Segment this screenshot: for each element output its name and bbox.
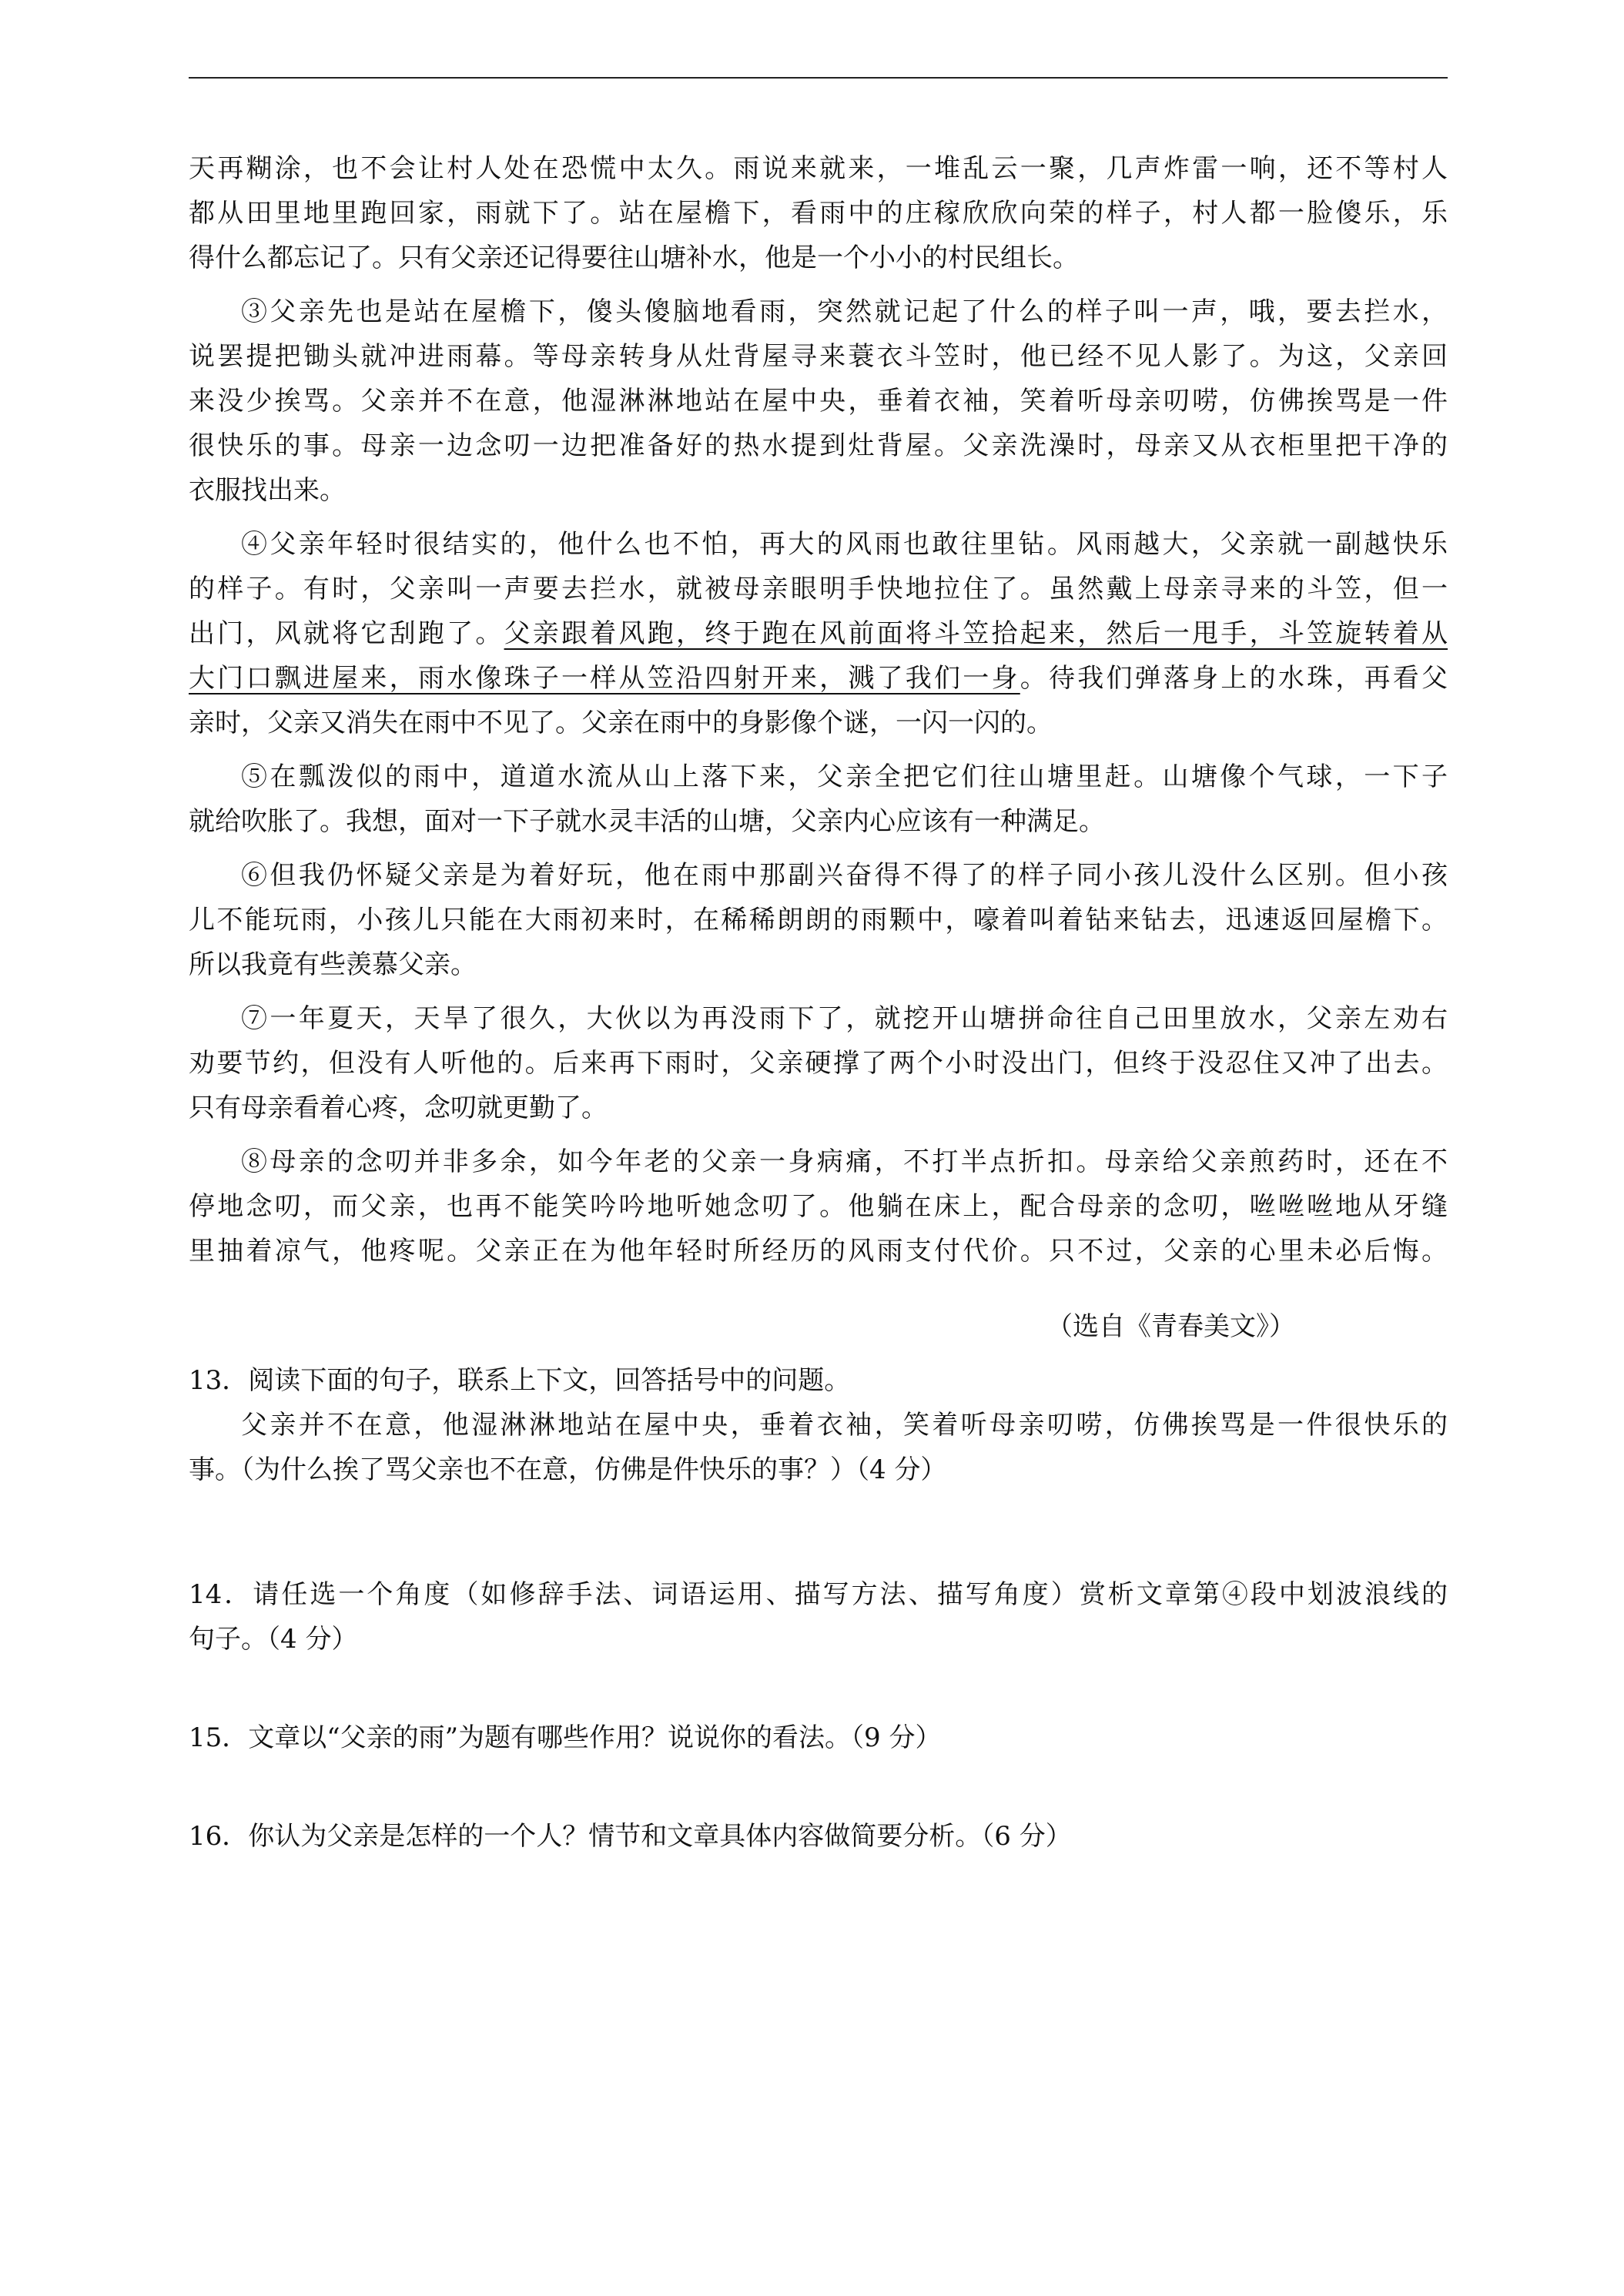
text-line: 很快乐的事。母亲一边念叨一边把准备好的热水提到灶背屋。父亲洗澡时，母亲又从衣柜里把干净的 (189, 430, 1448, 461)
plain-text: 。待我们弹落身上的水珠，再看父 (1020, 663, 1448, 694)
question-14 (189, 1572, 1448, 1662)
question-15 (189, 1715, 1448, 1760)
text-line: 衣服找出来。 (189, 475, 346, 506)
question-stem: 15．文章以“父亲的雨”为题有哪些作用？说说你的看法。（9 分） (189, 1722, 942, 1753)
text-line: ⑥但我仍怀疑父亲是为着好玩，他在雨中那副兴奋得不得了的样子同小孩儿没什么区别。但小孩 (241, 860, 1448, 891)
text-line: 来没少挨骂。父亲并不在意，他湿淋淋地站在屋中央，垂着衣袖，笑着听母亲叨唠，仿佛挨骂是一件 (189, 386, 1448, 417)
paragraph-7 (189, 996, 1448, 1130)
text-line: ⑦一年夏天，天旱了很久，大伙以为再没雨下了，就挖开山塘拼命往自己田里放水，父亲左劝右 (241, 1003, 1448, 1034)
plain-text: 出门，风就将它刮跑了。 (189, 618, 504, 649)
text-line: 儿不能玩雨，小孩儿只能在大雨初来时，在稀稀朗朗的雨颗中，嚎着叫着钻来钻去，迅速返回屋檐下。 (189, 905, 1448, 935)
question-stem: 16．你认为父亲是怎样的一个人？情节和文章具体内容做简要分析。（6 分） (189, 1821, 1072, 1852)
text-line: 亲时，父亲又消失在雨中不见了。父亲在雨中的身影像个谜，一闪一闪的。 (189, 708, 1053, 738)
text-line: 就给吹胀了。我想，面对一下子就水灵丰活的山塘，父亲内心应该有一种满足。 (189, 806, 1105, 837)
question-quote: 事。（为什么挨了骂父亲也不在意，仿佛是件快乐的事？）（4 分） (189, 1454, 947, 1485)
header-rule (189, 77, 1448, 79)
text-line: 劝要节约，但没有人听他的。后来再下雨时，父亲硬撑了两个小时没出门，但终于没忍住又冲了出去。 (189, 1048, 1448, 1079)
text-line: ③父亲先也是站在屋檐下，傻头傻脑地看雨，突然就记起了什么的样子叫一声，哦，要去拦水， (241, 296, 1448, 327)
text-line: 说罢提把锄头就冲进雨幕。等母亲转身从灶背屋寻来蓑衣斗笠时，他已经不见人影了。为这，父亲回 (189, 341, 1448, 372)
text-line: 得什么都忘记了。只有父亲还记得要往山塘补水，他是一个小小的村民组长。 (189, 243, 1079, 273)
text-line: 里抽着凉气，他疼呢。父亲正在为他年轻时所经历的风雨支付代价。只不过，父亲的心里未必后悔。 (189, 1236, 1448, 1267)
text-line: 所以我竟有些羡慕父亲。 (189, 949, 477, 980)
text-line: ⑧母亲的念叨并非多余，如今年老的父亲一身病痛，不打半点折扣。母亲给父亲煎药时，还在不 (241, 1146, 1448, 1177)
wavy-underlined-sentence: 父亲跟着风跑，终于跑在风前面将斗笠拾起来，然后一甩手，斗笠旋转着从 (504, 618, 1448, 649)
question-stem: 句子。（4 分） (189, 1624, 358, 1655)
text-line: ④父亲年轻时很结实的，他什么也不怕，再大的风雨也敢往里钻。风雨越大，父亲就一副越快乐 (241, 529, 1448, 560)
answer-space (189, 1769, 1448, 1814)
question-stem: 14．请任选一个角度（如修辞手法、词语运用、描写方法、描写角度）赏析文章第④段中划波浪线的 (189, 1579, 1448, 1610)
question-quote: 父亲并不在意，他湿淋淋地站在屋中央，垂着衣袖，笑着听母亲叨唠，仿佛挨骂是一件很快乐的 (241, 1410, 1448, 1441)
paragraph-8 (189, 1140, 1448, 1274)
paragraph-6 (189, 853, 1448, 987)
question-16 (189, 1814, 1448, 1859)
paragraph-2-tail (189, 146, 1448, 280)
answer-space (189, 1501, 1448, 1572)
paragraph-3 (189, 290, 1448, 513)
text-line (189, 611, 1448, 656)
answer-space (189, 1671, 1448, 1715)
source-citation: （选自《青春美文》） (1046, 1311, 1295, 1342)
text-line: 都从田里地里跑回家，雨就下了。站在屋檐下，看雨中的庄稼欣欣向荣的样子，村人都一脸傻乐，乐 (189, 198, 1448, 229)
question-13 (189, 1358, 1448, 1492)
text-line: 的样子。有时，父亲叫一声要去拦水，就被母亲眼明手快地拉住了。虽然戴上母亲寻来的斗笠，但一 (189, 574, 1448, 604)
text-line: ⑤在瓢泼似的雨中，道道水流从山上落下来，父亲全把它们往山塘里赶。山塘像个气球，一下子 (241, 761, 1448, 792)
document-body (189, 146, 1448, 1868)
text-line: 天再糊涂，也不会让村人处在恐慌中太久。雨说来就来，一堆乱云一聚，几声炸雷一响，还不等村人 (189, 153, 1448, 184)
text-line: 只有母亲看着心疼，念叨就更勤了。 (189, 1093, 608, 1123)
question-stem: 13．阅读下面的句子，联系上下文，回答括号中的问题。 (189, 1365, 851, 1396)
paragraph-4 (189, 522, 1448, 745)
text-line (189, 656, 1448, 701)
paragraph-5 (189, 755, 1448, 844)
text-line: 停地念叨，而父亲，也再不能笑吟吟地听她念叨了。他躺在床上，配合母亲的念叨，咝咝咝地从牙缝 (189, 1191, 1448, 1222)
wavy-underlined-sentence: 大门口飘进屋来，雨水像珠子一样从笠沿四射开来，溅了我们一身 (189, 663, 1020, 694)
